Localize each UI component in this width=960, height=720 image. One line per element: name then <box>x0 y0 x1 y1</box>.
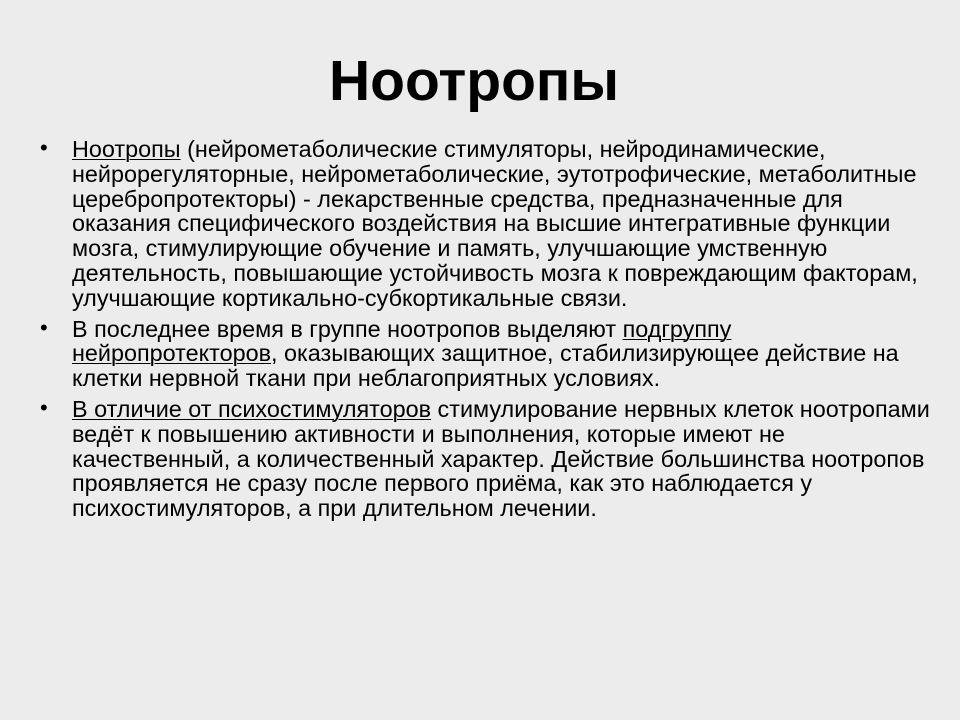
slide-title: Ноотропы <box>328 49 620 113</box>
term-nootropy-link[interactable]: Ноотропы <box>72 136 181 162</box>
bullet-item-3 <box>40 394 932 522</box>
bullet-item-1 <box>40 135 932 311</box>
bullet-marker-icon: • <box>40 135 48 160</box>
bullet-1-text: (нейрометаболические стимуляторы, нейродинамические, нейрорегуляторные, нейрометаболические, эутотрофические, метаболитные церебропротекторы) - лекарственные средства, предназначенные для оказания специфического воздействия на высшие интегративные функции мозга, стимулирующие обучение и память, улучшающие умственную деятельность, повышающие устойчивость мозга к повреждающим факторам, улучшающие кортикально-субкортикальные связи. <box>72 136 918 311</box>
bullet-2-text-after: , оказывающих защитное, стабилизирующее действие на клетки нервной ткани при неблагоприятных условиях. <box>72 340 899 392</box>
bullet-marker-icon: • <box>40 394 48 420</box>
bullet-marker-icon: • <box>40 314 48 340</box>
bullet-list <box>40 135 932 527</box>
subgroup-neuroprotectors-link[interactable]: подгруппу нейропротекторов <box>72 315 732 367</box>
bullet-item-2 <box>40 314 932 392</box>
bullet-2-text-before: В последнее время в группе ноотропов выделяют <box>72 315 623 342</box>
psychostimulants-link[interactable]: В отличие от психостимуляторов <box>72 395 432 422</box>
bullet-3-text: стимулирование нервных клеток ноотропами ведёт к повышению активности и выполнения, которые имеют не качественный, а количественный характер. Действие большинства ноотропов проявляется не сразу после первого приёма, как это наблюдается у психостимуляторов, а при длительном лечении. <box>72 395 930 522</box>
